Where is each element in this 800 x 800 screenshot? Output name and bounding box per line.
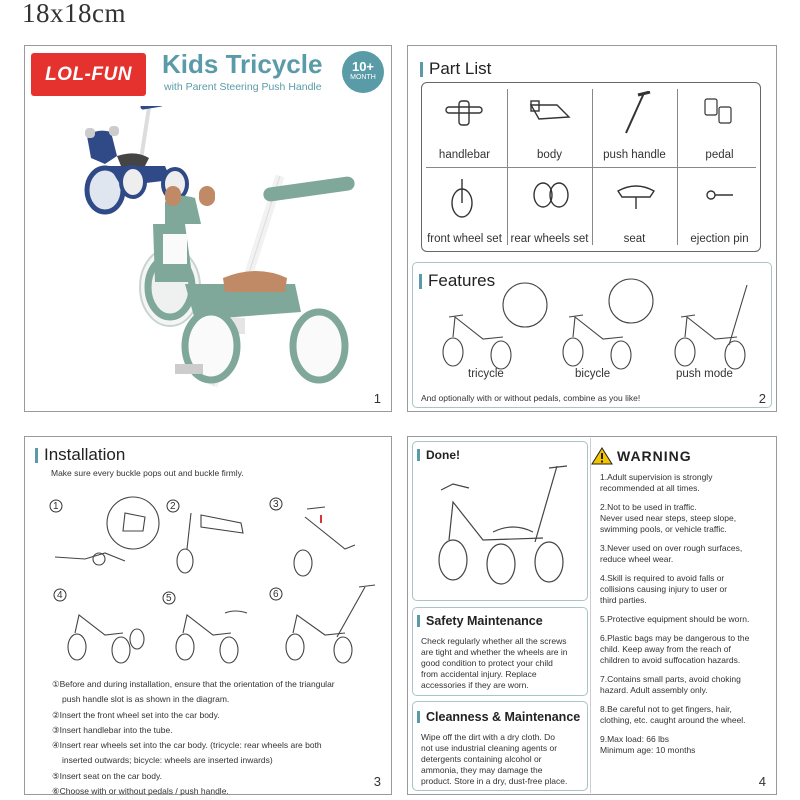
step-2-number: 2 (170, 501, 176, 512)
step-3-number: 3 (273, 499, 279, 510)
step-text: inserted outwards; bicycle: wheels are inserted inwards) (62, 755, 273, 766)
warning-item: 7.Contains small parts, avoid choking hazard. Adult assembly only. (600, 674, 741, 695)
feature-tricycle-label: tricycle (468, 368, 504, 380)
part-rear-wheels-set: rear wheels set (507, 167, 592, 251)
sage-tricycle-image (140, 176, 356, 386)
installation-panel (24, 436, 392, 795)
age-unit: MONTH (350, 74, 376, 81)
installation-intro: Make sure every buckle pops out and buckle firmly. (51, 468, 244, 478)
page-number: 4 (758, 774, 766, 789)
installation-steps-list (52, 677, 387, 799)
part-front-wheel-set: front wheel set (422, 167, 507, 251)
page-number: 1 (373, 391, 381, 406)
features-title: Features (428, 271, 496, 290)
cleanness-title: Cleanness & Maintenance (426, 710, 581, 724)
warning-divider (590, 438, 591, 793)
part-handlebar: handlebar (422, 83, 507, 167)
part-seat: seat (592, 167, 677, 251)
warning-item: 8.Be careful not to get fingers, hair, clothing, etc. caught around the wheel. (600, 704, 746, 725)
warning-list (600, 472, 770, 764)
step-text: ④Insert rear wheels set into the car body. (tricycle: rear wheels are both (52, 740, 322, 751)
seat-icon (614, 175, 658, 215)
safety-maintenance-box (412, 607, 588, 696)
brand-logo: LOL-FUN (31, 53, 146, 96)
push-mode-drawing (675, 285, 747, 369)
warning-item: 3.Never used on over rough surfaces, reduce wheel wear. (600, 543, 743, 564)
warning-item: 1.Adult supervision is strongly recommended at all times. (600, 472, 713, 493)
size-label: 18x18cm (22, 0, 126, 28)
step-1-number: 1 (53, 501, 59, 512)
product-subtitle: with Parent Steering Push Handle (164, 81, 322, 93)
installation-steps-diagram (25, 487, 393, 667)
feature-modes-illustration (413, 277, 773, 377)
part-list-panel (407, 45, 777, 412)
cleanness-text: Wipe off the dirt with a dry cloth. Do not use industrial cleaning agents or detergents containing alcohol or ammonia, they may damage the product. Store in a dry, dust-free place. (421, 732, 568, 786)
tricycle-product-illustration (25, 106, 393, 396)
warning-triangle-icon (591, 447, 613, 465)
warning-title: WARNING (617, 448, 692, 464)
warning-item: 5.Protective equipment should be worn. (600, 614, 750, 624)
safety-text: Check regularly whether all the screws are tight and whether the wheels are in good condition to protect your child from accidental injury. Replace accessories if they are worn. (421, 636, 568, 690)
part-ejection-pin: ejection pin (677, 167, 762, 251)
step-4-number: 4 (57, 590, 63, 601)
step-6-number: 6 (273, 589, 279, 600)
body-frame-icon (529, 91, 573, 131)
warning-item: 6.Plastic bags may be dangerous to the child. Keep away from the reach of children to avoid suffocation hazards. (600, 633, 750, 665)
cleanness-heading (417, 710, 580, 724)
warning-item: 4.Skill is required to avoid falls or collisions causing injury to user or third parties. (600, 573, 728, 605)
step-text: ①Before and during installation, ensure that the orientation of the triangular (52, 679, 335, 689)
handlebar-icon (444, 91, 484, 131)
tricycle-mode-drawing (443, 283, 547, 369)
page-number: 2 (758, 391, 766, 406)
done-box (412, 441, 588, 601)
rear-wheels-icon (529, 175, 573, 215)
cover-panel (24, 45, 392, 412)
safety-title: Safety Maintenance (426, 614, 543, 628)
features-box (412, 262, 772, 408)
step-text: ③Insert handlebar into the tube. (52, 724, 173, 735)
warning-item: 9.Max load: 66 lbs Minimum age: 10 months (600, 734, 696, 755)
part-list-title: Part List (429, 59, 492, 78)
step-5-number: 5 (166, 593, 172, 604)
step-text: ⑥Choose with or without pedals / push handle. (52, 786, 229, 797)
feature-bicycle-label: bicycle (575, 368, 611, 380)
done-heading (417, 448, 460, 462)
step-text: push handle slot is as shown in the diagram. (62, 694, 230, 705)
page-number: 3 (373, 774, 381, 789)
assembled-tricycle-drawing (423, 462, 583, 592)
warning-item: 2.Not to be used in traffic. Never used near steps, steep slope, swimming pools, or vehicle traffic. (600, 502, 737, 534)
bicycle-mode-drawing (563, 279, 653, 369)
cleanness-maintenance-box (412, 701, 588, 791)
step-text: ⑤Insert seat on the car body. (52, 770, 162, 781)
done-title: Done! (426, 448, 460, 462)
part-body: body (507, 83, 592, 167)
part-list-heading (420, 59, 491, 79)
age-value: 10+ (351, 59, 375, 74)
push-handle-icon (614, 91, 654, 135)
parts-grid (421, 82, 761, 252)
ejection-pin-icon (699, 175, 739, 215)
part-push-handle: push handle (592, 83, 677, 167)
features-note: And optionally with or without pedals, combine as you like! (421, 393, 641, 403)
feature-push-mode-label: push mode (676, 368, 733, 380)
front-wheel-icon (444, 175, 484, 219)
warning-heading (591, 447, 692, 465)
pedal-icon (699, 91, 739, 131)
age-badge (342, 51, 384, 93)
safety-heading (417, 614, 543, 628)
installation-step-drawings (55, 497, 375, 663)
step-text: ②Insert the front wheel set into the car body. (52, 709, 220, 720)
installation-heading (35, 445, 125, 465)
part-pedal: pedal (677, 83, 762, 167)
installation-title: Installation (44, 445, 126, 464)
product-title: Kids Tricycle (162, 49, 323, 79)
